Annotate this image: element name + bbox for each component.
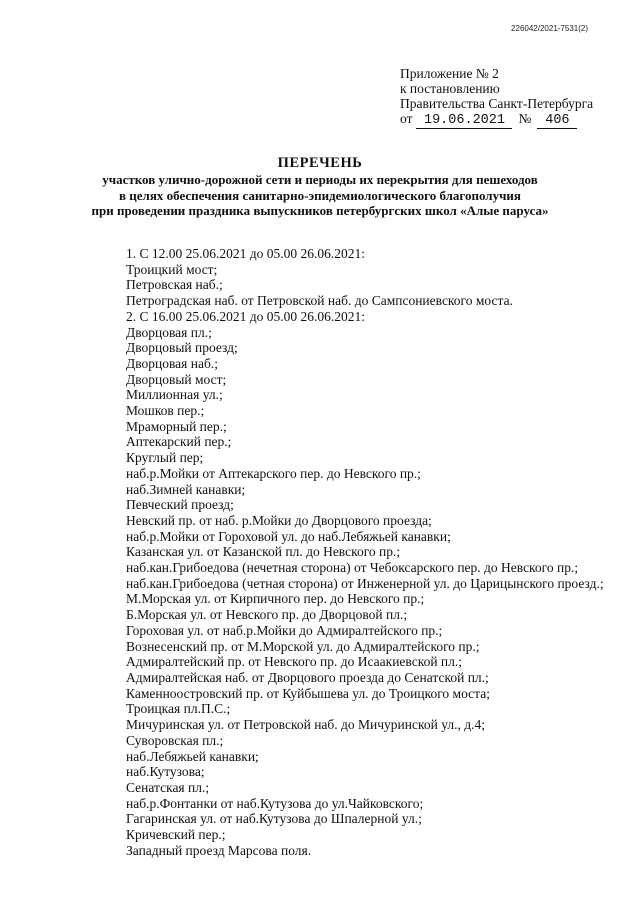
list-item: Мраморный пер.;: [126, 418, 227, 434]
list-item: наб.Зимней канавки;: [126, 481, 246, 497]
list-item: Мошков пер.;: [126, 403, 205, 419]
list-item: Певческий проезд;: [126, 497, 234, 513]
heading-title: ПЕРЕЧЕНЬ: [277, 155, 363, 171]
number-prefix: №: [518, 111, 532, 126]
list-item: наб.Лебяжьей канавки;: [126, 748, 259, 764]
document-id: 226042/2021-7531(2): [511, 24, 588, 33]
list-item: М.Морская ул. от Кирпичного пер. до Невского пр.;: [126, 591, 425, 607]
list-item: Круглый пер;: [126, 450, 204, 466]
list-item: Невский пр. от наб. р.Мойки до Дворцового проезда;: [126, 512, 432, 528]
heading-line: участков улично-дорожной сети и периоды их перекрытия для пешеходов: [102, 172, 538, 187]
list-item: наб.р.Мойки от Гороховой ул. до наб.Лебяжьей канавки;: [126, 528, 451, 544]
list-item: Вознесенский пр. от М.Морской ул. до Адмиралтейского пр.;: [126, 638, 480, 654]
list-item: 1. С 12.00 25.06.2021 до 05.00 26.06.2021:: [126, 246, 365, 261]
appendix-title: Приложение № 2: [400, 66, 499, 81]
list-item: Адмиралтейская наб. от Дворцового проезда до Сенатской пл.;: [126, 669, 489, 685]
date-prefix: от: [400, 111, 413, 126]
list-item: наб.Кутузова;: [126, 764, 205, 780]
list-item: Дворцовый проезд;: [126, 340, 238, 356]
list-item: Суворовская пл.;: [126, 732, 224, 748]
appendix-date-line: [400, 111, 593, 129]
list-item: Западный проезд Марсова поля.: [126, 842, 312, 858]
list-item: Троицкий мост;: [126, 261, 218, 277]
heading-line: в целях обеспечения санитарно-эпидемиологического благополучия: [119, 187, 521, 203]
list-item: Кричевский пер.;: [126, 827, 226, 843]
list-item: Дворцовая пл.;: [126, 324, 212, 340]
list-item: Троицкая пл.П.С.;: [126, 701, 231, 717]
list-item: Гагаринская ул. от наб.Кутузова до Шпалерной ул.;: [126, 811, 422, 827]
list-item: Гороховая ул. от наб.р.Мойки до Адмиралтейского пр.;: [126, 622, 443, 638]
list-item: Миллионная ул.;: [126, 387, 223, 403]
appendix-resolution: к постановлению: [400, 81, 500, 96]
list-item: Б.Морская ул. от Невского пр. до Дворцовой пл.;: [126, 607, 408, 623]
list-item: Мичуринская ул. от Петровской наб. до Мичуринской ул., д.4;: [126, 717, 485, 733]
list-item: Казанская ул. от Казанской пл. до Невского пр.;: [126, 544, 401, 560]
list-item: Аптекарский пер.;: [126, 434, 232, 450]
list-item: наб.кан.Грибоедова (четная сторона) от Инженерной ул. до Царицынского проезд.;: [126, 575, 604, 591]
street-list: [126, 246, 610, 858]
list-item: Дворцовый мост;: [126, 371, 227, 387]
list-item: наб.р.Мойки от Аптекарского пер. до Невского пр.;: [126, 465, 421, 481]
list-item: 2. С 16.00 25.06.2021 до 05.00 26.06.2021:: [126, 308, 365, 324]
list-item: наб.кан.Грибоедова (нечетная сторона) от Чебоксарского пер. до Невского пр.;: [126, 560, 579, 576]
heading-line: при проведении праздника выпускников петербургских школ «Алые паруса»: [91, 203, 549, 218]
list-item: Дворцовая наб.;: [126, 355, 218, 371]
document-heading: [0, 155, 640, 219]
list-item: Каменноостровский пр. от Куйбышева ул. до Троицкого моста;: [126, 685, 490, 701]
list-item: Адмиралтейский пр. от Невского пр. до Исаакиевской пл.;: [126, 654, 463, 670]
resolution-number: 406: [537, 114, 577, 129]
list-item: Петровская наб.;: [126, 277, 223, 293]
list-item: наб.р.Фонтанки от наб.Кутузова до ул.Чайковского;: [126, 795, 424, 811]
list-item: Сенатская пл.;: [126, 779, 210, 795]
appendix-block: [400, 66, 593, 129]
resolution-date: 19.06.2021: [416, 114, 512, 129]
list-item: Петроградская наб. от Петровской наб. до Сампсониевского моста.: [126, 293, 513, 309]
appendix-government: Правительства Санкт-Петербурга: [400, 96, 594, 111]
